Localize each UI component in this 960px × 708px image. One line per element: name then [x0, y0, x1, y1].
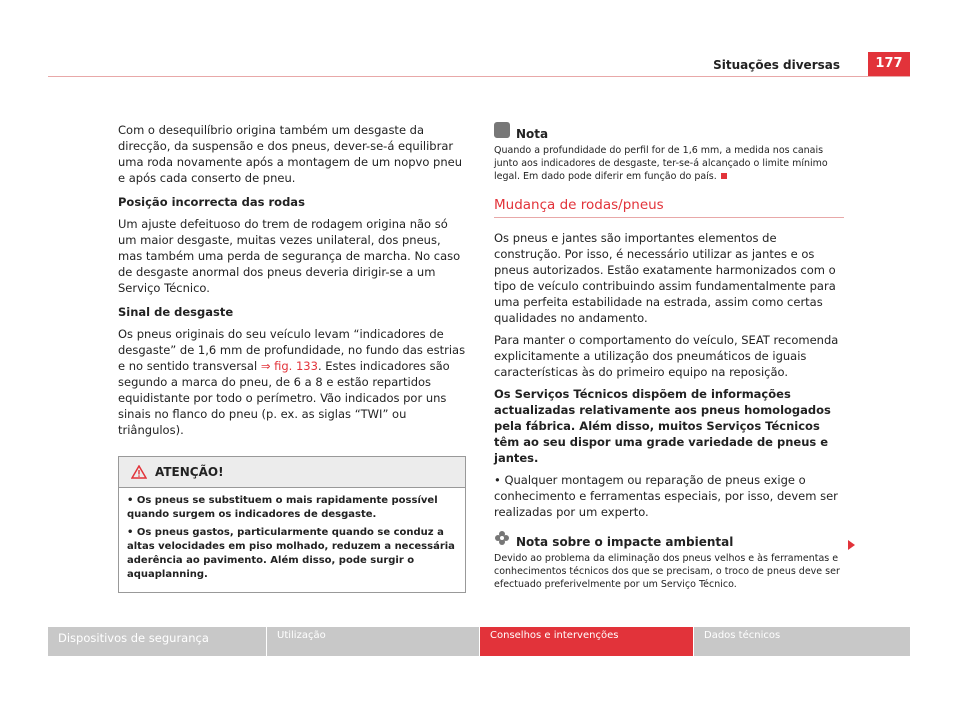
- next-page-arrow-icon[interactable]: [848, 540, 855, 550]
- wheel-position-paragraph: Um ajuste defeituoso do trem de rodagem origina não só um maior desgaste, muitas vezes unilateral, dos pneus, mas também uma perda de segurança de marcha. No caso de desgaste anormal dos pneus deveria dirigir-se a um Serviço Técnico.: [118, 217, 461, 295]
- env-note-text: Devido ao problema da eliminação dos pneus velhos e às ferramentas e conhecimentos técnicos dos que se precisam, o troco de pneus deve ser efectuado preferivelmente por um Serviço Técnico.: [494, 553, 840, 590]
- wear-text-a: Os pneus originais do seu veículo levam “indicadores de desgaste” de 1,6 mm de profundidade, no fundo das estrias e no sentido transversal: [118, 327, 466, 373]
- footer-tab-advice[interactable]: Conselhos e intervenções: [479, 627, 693, 656]
- note-text: [494, 144, 844, 183]
- figure-link[interactable]: ⇒ fig. 133: [260, 359, 318, 373]
- wear-indicator-paragraph: [118, 326, 466, 438]
- note-icon: [494, 122, 510, 138]
- left-column: [118, 122, 466, 593]
- section-title: Mudança de rodas/pneus: [494, 197, 844, 218]
- environment-flower-icon: [494, 530, 510, 546]
- env-note-title: Nota sobre o impacte ambiental: [516, 535, 734, 549]
- header-rule: [48, 76, 910, 77]
- right-column: [494, 122, 844, 597]
- page-title: Situações diversas: [713, 58, 840, 72]
- heading-wheel-position: Posição incorrecta das rodas: [118, 195, 305, 209]
- wheels-paragraph-3: Os Serviços Técnicos dispõem de informações actualizadas relativamente aos pneus homologados pela fábrica. Além disso, muitos Serviços Técnicos têm ao seu dispor uma grade variedade de pneus e jantes.: [494, 387, 831, 465]
- footer-tab-usage[interactable]: Utilização: [266, 627, 479, 656]
- note-title: Nota: [516, 127, 549, 141]
- warning-box: [118, 456, 466, 593]
- wheels-paragraph-2: Para manter o comportamento do veículo, SEAT recomenda explicitamente a utilização dos pneumáticos de iguais características às do primeiro equipo na reposição.: [494, 333, 839, 379]
- warning-body: [119, 488, 465, 592]
- warning-triangle-icon: [131, 465, 147, 479]
- footer-nav: [48, 627, 910, 656]
- heading-wear-indicator: Sinal de desgaste: [118, 305, 234, 319]
- footer-tab-technical[interactable]: Dados técnicos: [693, 627, 910, 656]
- warning-title: ATENÇÃO!: [155, 465, 224, 479]
- footer-tab-safety[interactable]: Dispositivos de segurança: [48, 627, 266, 656]
- note-body: Quando a profundidade do perfil for de 1,6 mm, a medida nos canais junto aos indicadores de desgaste, ter-se-á alcançado o limite mínimo legal. Em dado pode diferir em função do país.: [494, 145, 828, 182]
- warning-header: [119, 457, 465, 488]
- intro-paragraph: Com o desequilíbrio origina também um desgaste da direcção, da suspensão e dos pneus, dever-se-á equilibrar uma roda novamente após a montagem de um nopvo pneu e após cada conserto de pneu.: [118, 123, 462, 185]
- page-number: 177: [868, 52, 910, 76]
- warning-item: • Os pneus se substituem o mais rapidamente possível quando surgem os indicadores de desgaste.: [127, 495, 438, 520]
- env-note-header: [494, 530, 844, 552]
- wear-text-b: . Estes indicadores são segundo a marca do pneu, de 6 a 8 e estão repartidos equidistante por todo o perímetro. Vão indicados por uns sinais no flanco do pneu (p. ex. as siglas “TWI” ou triângulos).: [118, 359, 450, 437]
- wheels-paragraph-1: Os pneus e jantes são importantes elementos de construção. Por isso, é necessário utilizar as jantes e os pneus autorizados. Estão exatamente harmonizados com o tipo de veículo contribuindo assim fundamentalmente para uma perfeita estabilidade na estrada, assim como certas qualidades no andamento.: [494, 231, 836, 325]
- end-marker-icon: [721, 173, 727, 179]
- wheels-paragraph-4: • Qualquer montagem ou reparação de pneus exige o conhecimento e ferramentas especiais, por isso, devem ser realizadas por um experto.: [494, 473, 838, 519]
- warning-item: • Os pneus gastos, particularmente quando se conduz a altas velocidades em piso molhado, reduzem a necessária aderência ao pavimento. Além disso, pode surgir o aquaplanning.: [127, 527, 455, 580]
- note-header: [494, 122, 844, 144]
